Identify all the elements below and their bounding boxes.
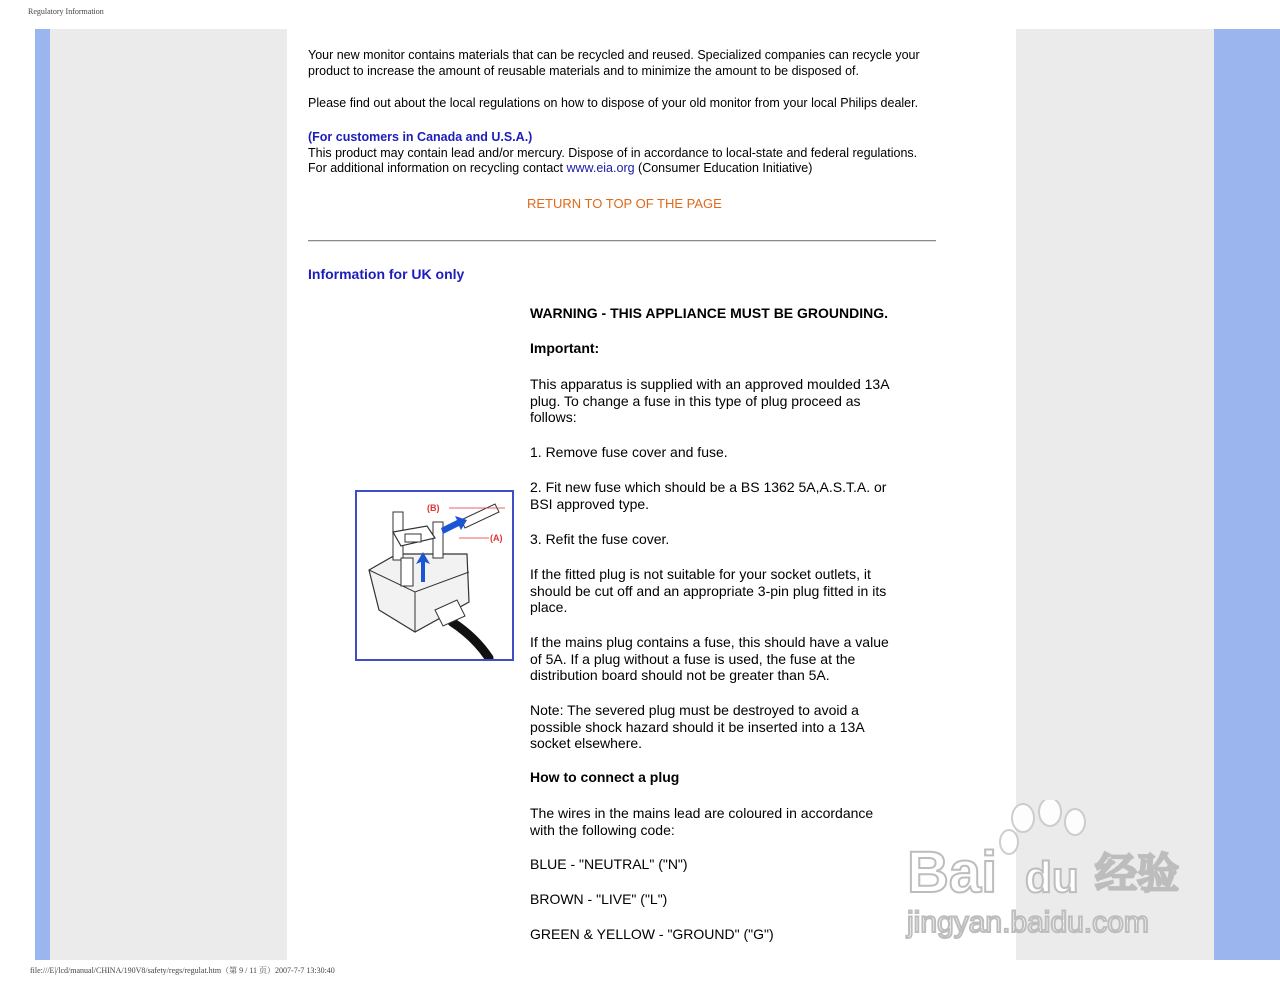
- wire-blue: BLUE - "NEUTRAL" ("N"): [530, 856, 688, 872]
- note-line-2: possible shock hazard should it be inserted into a 13A: [530, 718, 865, 735]
- paw-icon: [1000, 800, 1085, 854]
- plug-illustration: [357, 492, 512, 659]
- canada-line-2-suffix: (Consumer Education Initiative): [634, 161, 813, 175]
- print-header: Regulatory Information: [28, 7, 104, 16]
- unsuitable-paragraph: [530, 566, 890, 616]
- unsuitable-line-1: If the fitted plug is not suitable for your socket outlets, it: [530, 566, 871, 582]
- uk-important: [530, 340, 890, 357]
- right-blue-border: [1214, 29, 1280, 960]
- unsuitable-line-2: should be cut off and an appropriate 3-pin plug fitted in its: [530, 582, 887, 599]
- arrow-b: [441, 516, 467, 534]
- canada-line-2-prefix: For additional information on recycling contact: [308, 161, 567, 175]
- fuse-paragraph: [530, 634, 890, 684]
- unsuitable-line-3: place.: [530, 599, 568, 615]
- plug-fuse-diagram: [355, 490, 514, 661]
- note-line-3: socket elsewhere.: [530, 735, 643, 751]
- note-line-1: Note: The severed plug must be destroyed to avoid a: [530, 702, 859, 718]
- step-1: 1. Remove fuse cover and fuse.: [530, 444, 728, 460]
- connect-heading-text: How to connect a plug: [530, 769, 680, 785]
- fuse-window: [405, 534, 421, 542]
- wires-line-2: with the following code:: [530, 821, 675, 838]
- canada-line-1: This product may contain lead and/or mercury. Dispose of in accordance to local-state and federal regulations.: [308, 145, 918, 160]
- pin-right: [433, 522, 443, 558]
- recycle-paragraph: [308, 48, 920, 79]
- supplied-line-1: This apparatus is supplied with an approved moulded 13A: [530, 376, 890, 392]
- return-to-top-link[interactable]: RETURN TO TOP OF THE PAGE: [527, 196, 722, 211]
- uk-supplied-paragraph: [530, 376, 890, 426]
- uk-section-heading: Information for UK only: [308, 266, 465, 282]
- fuse-line-1: If the mains plug contains a fuse, this should have a value: [530, 634, 889, 650]
- eia-link[interactable]: www.eia.org: [566, 161, 635, 175]
- fuse-line-3: distribution board should not be greater than 5A.: [530, 667, 830, 683]
- label-b: (B): [427, 503, 440, 513]
- canada-heading: (For customers in Canada and U.S.A.): [308, 130, 533, 144]
- watermark-brand-du: du: [1025, 853, 1079, 902]
- recycle-line-2: product to increase the amount of reusable materials and to minimize the amount to be disposed of.: [308, 63, 860, 78]
- watermark-brand: Bai: [907, 840, 998, 905]
- step-2-line-1: 2. Fit new fuse which should be a BS 1362 5A,A.S.T.A. or: [530, 479, 887, 495]
- left-blue-border: [35, 29, 50, 960]
- baidu-watermark: [905, 800, 1215, 950]
- recycle-line-1: Your new monitor contains materials that can be recycled and reused. Specialized companies can recycle your: [308, 48, 920, 62]
- note-paragraph: [530, 702, 890, 752]
- wires-line-1: The wires in the mains lead are coloured in accordance: [530, 805, 874, 821]
- pin-earth: [401, 558, 413, 586]
- wires-paragraph: [530, 805, 890, 838]
- watermark-chinese: 经验: [1095, 850, 1180, 897]
- uk-warning: [530, 305, 890, 322]
- canada-line-2: [308, 161, 917, 177]
- cable-shape: [452, 622, 489, 658]
- step-2: [530, 479, 890, 512]
- dispose-paragraph: Please find out about the local regulations on how to dispose of your old monitor from your local Philips dealer.: [308, 96, 919, 110]
- section-divider: [308, 240, 936, 242]
- supplied-line-2: plug. To change a fuse in this type of plug proceed as: [530, 392, 861, 409]
- watermark-url: jingyan.baidu.com: [907, 906, 1149, 939]
- step-2-line-2: BSI approved type.: [530, 495, 650, 512]
- warning-text: WARNING - THIS APPLIANCE MUST BE GROUNDING.: [530, 305, 889, 321]
- supplied-line-3: follows:: [530, 409, 577, 425]
- wire-brown: BROWN - "LIVE" ("L"): [530, 891, 668, 907]
- canada-paragraph: [308, 130, 917, 177]
- wire-green-yellow: GREEN & YELLOW - "GROUND" ("G"): [530, 926, 774, 942]
- left-gray-column: [50, 29, 287, 960]
- step-3: 3. Refit the fuse cover.: [530, 531, 670, 547]
- fuse-line-2: of 5A. If a plug without a fuse is used, the fuse at the: [530, 650, 856, 667]
- important-text: Important:: [530, 340, 600, 356]
- print-footer: file:///E|/lcd/manual/CHINA/190V8/safety/regs/regulat.htm（第 9 / 11 页）2007-7-7 13:30:40: [30, 966, 335, 975]
- connect-heading: [530, 769, 890, 786]
- label-a: (A): [490, 533, 503, 543]
